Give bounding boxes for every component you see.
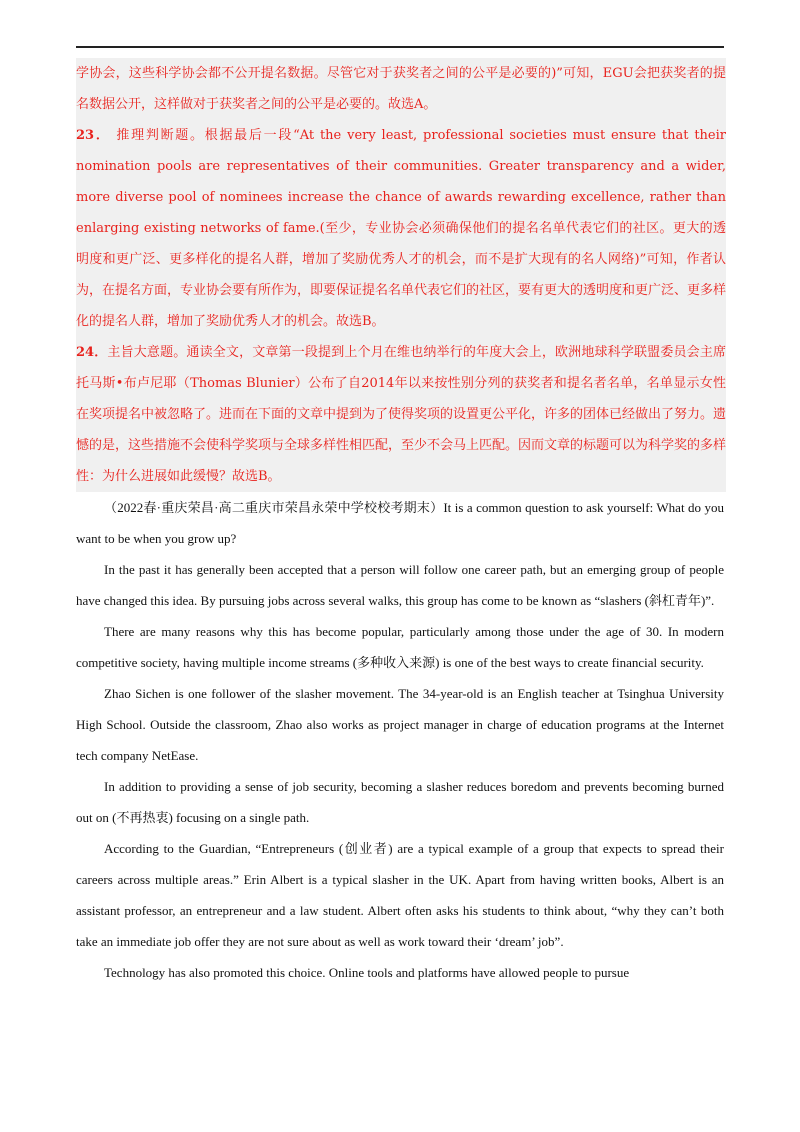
passage-paragraph-1: In the past it has generally been accepted that a person will follow one career path, but an emerging group of people have changed this idea. By pursuing jobs across several walks, this group has come to be known as “slashers (斜杠青年)”. [76,562,724,608]
reading-passage [76,492,724,988]
passage-source-intro: （2022春·重庆荣昌·高二重庆市荣昌永荣中学校校考期末）It is a common question to ask yourself: What do you want to be when you grow up? [76,500,724,546]
passage-paragraph-2: There are many reasons why this has become popular, particularly among those under the age of 30. In modern competitive society, having multiple income streams (多种收入来源) is one of the best ways to create financial security. [76,624,724,670]
answer-23 [76,120,726,337]
answer-23-text: 推理判断题。根据最后一段“At the very least, professional societies must ensure that their nomination pools are representatives of their communities. Greater transparency and a wider, more diverse pool of nominees increase the chance of awards rewarding excellence, rather than enlarging existing networks of fame.(至少，专业协会必须确保他们的提名名单代表它们的社区。更大的透明度和更广泛、更多样化的提名人群，增加了奖励优秀人才的机会，而不是扩大现有的名人网络)”可知，作者认为，在提名方面，专业协会要有所作为，即要保证提名名单代表它们的社区，要有更大的透明度和更广泛、更多样化的提名人群，增加了奖励优秀人才的机会。故选B。 [76,128,727,329]
passage-paragraph-6: Technology has also promoted this choice. Online tools and platforms have allowed people to pursue [104,965,630,980]
answer-24 [76,337,726,492]
passage-paragraph-4: In addition to providing a sense of job security, becoming a slasher reduces boredom and prevents becoming burned out on (不再热衷) focusing on a single path. [76,779,724,825]
answer-23-number: 23． [76,128,111,143]
passage-paragraph-5: According to the Guardian, “Entrepreneurs (创业者) are a typical example of a group that expects to spread their careers across multiple areas.” Erin Albert is a typical slasher in the UK. Apart from having written books, Albert is an assistant professor, an entrepreneur and a law student. Albert often asks his students to think about, “why they can’t both take an immediate job offer they are not sure about as well as work toward their ‘dream’ job”. [76,841,724,949]
passage-paragraph-3: Zhao Sichen is one follower of the slasher movement. The 34-year-old is an English teacher at Tsinghua University High School. Outside the classroom, Zhao also works as project manager in charge of education programs at the Internet tech company NetEase. [76,686,724,763]
answer-24-number: 24． [76,345,108,360]
header-rule [76,46,724,48]
answer-continuation: 学协会，这些科学协会都不公开提名数据。尽管它对于获奖者之间的公平是必要的)”可知，EGU会把获奖者的提名数据公开，这样做对于获奖者之间的公平是必要的。故选A。 [76,66,726,112]
answer-24-text: 主旨大意题。通读全文，文章第一段提到上个月在维也纳举行的年度大会上，欧洲地球科学联盟委员会主席托马斯•布卢尼耶（Thomas Blunier）公布了自2014年以来按性别分列的获奖者和提名者名单，名单显示女性在奖项提名中被忽略了。进而在下面的文章中提到为了使得奖项的设置更公平化，许多的团体已经做出了努力。遗憾的是，这些措施不会使科学奖项与全球多样性相匹配，至少不会马上匹配。因而文章的标题可以为科学奖的多样性：为什么进展如此缓慢？故选B。 [76,345,727,484]
answer-explanations [76,58,726,492]
